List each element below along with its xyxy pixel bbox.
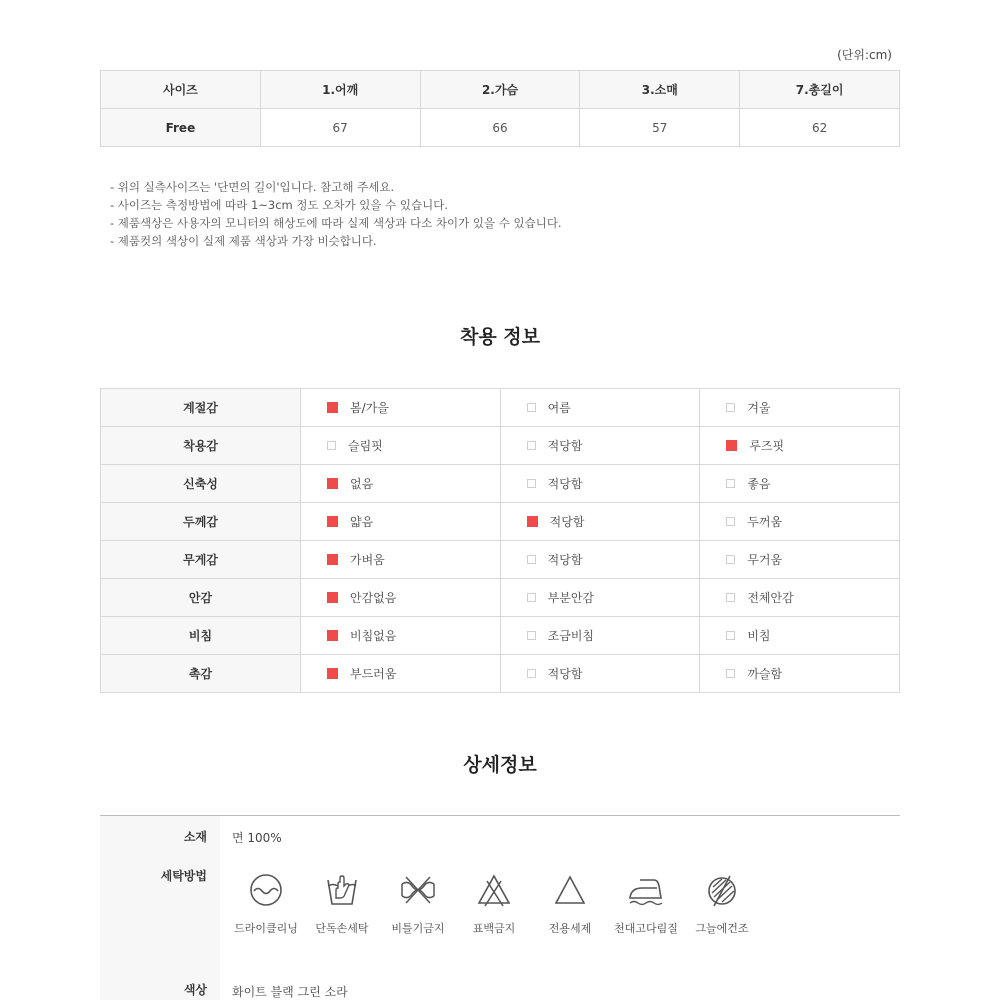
fit-option [700, 399, 899, 416]
fit-option [501, 551, 700, 568]
fit-option-label: 슬림핏 [348, 439, 383, 453]
fit-option-cell [301, 617, 501, 655]
size-notes [110, 178, 562, 250]
fit-info-table [100, 388, 900, 693]
fit-option-label: 적당함 [547, 553, 583, 567]
fit-row-label: 무게감 [101, 541, 301, 579]
unchecked-box-icon [726, 479, 735, 488]
fit-option-cell [500, 427, 700, 465]
detail-info-title: 상세정보 [463, 754, 537, 776]
fit-option-label: 비침없음 [350, 629, 397, 643]
fit-option-label: 적당함 [547, 477, 583, 491]
fit-option-label: 없음 [350, 477, 374, 491]
fit-row-label: 계절감 [101, 389, 301, 427]
special-detergent-icon [552, 872, 588, 908]
iron-icon [626, 872, 666, 908]
fit-row-label: 신축성 [101, 465, 301, 503]
size-cell: 67 [260, 109, 420, 147]
unchecked-box-icon [527, 631, 536, 640]
fit-option-label: 얇음 [350, 515, 374, 529]
fit-option-cell [700, 617, 900, 655]
table-row [101, 465, 900, 503]
fit-option [501, 665, 700, 682]
fit-option [301, 551, 500, 568]
unchecked-box-icon [726, 631, 735, 640]
wash-item-label: 그늘에건조 [695, 922, 749, 935]
fit-option-cell [700, 541, 900, 579]
fit-option-cell [301, 541, 501, 579]
fit-option [700, 475, 899, 492]
fit-option-cell [700, 465, 900, 503]
table-row [101, 541, 900, 579]
detail-divider [100, 815, 900, 816]
table-row [101, 389, 900, 427]
fit-option-cell [500, 579, 700, 617]
hand-wash-icon [324, 872, 360, 908]
fit-option-cell [700, 389, 900, 427]
note-item: - 제품색상은 사용자의 모니터의 해상도에 따라 실제 색상과 다소 차이가 있을 수 있습니다. [110, 216, 562, 230]
checked-box-icon [327, 554, 338, 565]
fit-option-cell [301, 389, 501, 427]
fit-info-title: 착용 정보 [459, 326, 541, 348]
wash-item-label: 천대고다림질 [614, 922, 678, 935]
size-row-label: Free [101, 109, 261, 147]
fit-option-label: 부분안감 [547, 591, 595, 605]
unchecked-box-icon [726, 517, 735, 526]
fit-option-label: 안감없음 [350, 591, 397, 605]
size-cell: 66 [420, 109, 580, 147]
size-table [100, 70, 900, 147]
unchecked-box-icon [726, 555, 735, 564]
fit-option-label: 적당함 [547, 667, 583, 681]
checked-box-icon [327, 630, 338, 641]
fit-option-cell [500, 503, 700, 541]
unchecked-box-icon [327, 441, 336, 450]
size-header-cell: 3.소매 [580, 71, 740, 109]
fit-option [301, 589, 500, 606]
size-header-cell: 2.가슴 [420, 71, 580, 109]
fit-option-cell [301, 427, 501, 465]
size-cell: 57 [580, 109, 740, 147]
fit-option [700, 513, 899, 530]
fit-option-label: 조금비침 [547, 629, 595, 643]
fit-option [700, 665, 899, 682]
fit-option [301, 399, 500, 416]
fit-option-cell [301, 579, 501, 617]
fit-option [501, 399, 700, 416]
table-row [101, 503, 900, 541]
material-value: 면 100% [232, 831, 282, 845]
fit-row-label: 착용감 [101, 427, 301, 465]
checked-box-icon [327, 478, 338, 489]
wash-item [611, 872, 681, 936]
fit-option [501, 437, 700, 454]
checked-box-icon [327, 592, 338, 603]
unchecked-box-icon [527, 403, 536, 412]
color-value: 화이트 블랙 그린 소라 [232, 985, 348, 999]
unchecked-box-icon [527, 669, 536, 678]
wash-item [535, 872, 605, 936]
fit-row-label: 두께감 [101, 503, 301, 541]
fit-option [301, 475, 500, 492]
fit-option-label: 부드러움 [350, 667, 397, 681]
fit-option [700, 437, 899, 454]
fit-row-label: 촉감 [101, 655, 301, 693]
fit-option-cell [301, 655, 501, 693]
fit-option-cell [700, 427, 900, 465]
fit-option [501, 589, 700, 606]
fit-option [301, 627, 500, 644]
fit-row-label: 안감 [101, 579, 301, 617]
fit-option [501, 627, 700, 644]
table-row [101, 617, 900, 655]
fit-option-label: 전체안감 [747, 591, 794, 605]
fit-option-cell [301, 465, 501, 503]
table-row [101, 655, 900, 693]
fit-option-label: 적당함 [549, 515, 585, 529]
no-wring-icon [398, 872, 438, 908]
unchecked-box-icon [527, 593, 536, 602]
fit-option [301, 513, 500, 530]
wash-label: 세탁방법 [160, 869, 207, 883]
fit-option-cell [700, 579, 900, 617]
fit-option-cell [700, 655, 900, 693]
dry-cleaning-icon [248, 872, 284, 908]
fit-option-label: 좋음 [747, 477, 771, 491]
size-table-header [101, 71, 900, 109]
wash-item [687, 872, 757, 936]
checked-box-icon [327, 402, 338, 413]
table-row [101, 427, 900, 465]
size-header-cell: 7.총길이 [740, 71, 900, 109]
material-label: 소재 [183, 830, 207, 844]
fit-option-label: 겨울 [747, 401, 771, 415]
wash-item-label: 단독손세탁 [315, 922, 369, 935]
unchecked-box-icon [726, 403, 735, 412]
fit-option-label: 무거움 [747, 553, 783, 567]
wash-item-label: 비틀기금지 [391, 922, 445, 935]
fit-option-cell [700, 503, 900, 541]
unchecked-box-icon [726, 669, 735, 678]
checked-box-icon [726, 440, 737, 451]
fit-option [501, 513, 700, 530]
fit-option-cell [500, 465, 700, 503]
wash-item-label: 드라이클리닝 [234, 922, 298, 935]
unchecked-box-icon [527, 555, 536, 564]
wash-item-label: 표백금지 [472, 922, 516, 935]
fit-option-cell [301, 503, 501, 541]
fit-option-label: 까슬함 [747, 667, 783, 681]
fit-option-label: 여름 [547, 401, 571, 415]
unchecked-box-icon [726, 593, 735, 602]
note-item: - 사이즈는 측정방법에 따라 1~3cm 정도 오차가 있을 수 있습니다. [110, 198, 449, 212]
fit-option-label: 비침 [747, 629, 771, 643]
fit-option [700, 551, 899, 568]
wash-item [231, 872, 301, 936]
fit-option-label: 봄/가을 [350, 401, 389, 415]
fit-option-label: 가벼움 [350, 553, 385, 567]
fit-option-cell [500, 617, 700, 655]
size-cell: 62 [740, 109, 900, 147]
fit-option [700, 589, 899, 606]
fit-option-label: 적당함 [547, 439, 583, 453]
size-header-cell: 1.어깨 [260, 71, 420, 109]
table-row [101, 579, 900, 617]
no-bleach-icon [476, 872, 512, 908]
fit-option [301, 437, 500, 454]
size-header-cell: 사이즈 [101, 71, 261, 109]
unchecked-box-icon [527, 479, 536, 488]
fit-option-cell [500, 389, 700, 427]
note-item: - 위의 실측사이즈는 '단면의 길이'입니다. 참고해 주세요. [110, 180, 395, 194]
unit-note: (단위:cm) [837, 48, 892, 62]
checked-box-icon [527, 516, 538, 527]
fit-option [501, 475, 700, 492]
color-label: 색상 [183, 983, 207, 997]
fit-option-label: 루즈핏 [749, 439, 785, 453]
fit-option [700, 627, 899, 644]
checked-box-icon [327, 668, 338, 679]
wash-item-label: 전용세제 [548, 922, 592, 935]
wash-item [307, 872, 377, 936]
note-item: - 제품컷의 색상이 실제 제품 색상과 가장 비슷합니다. [110, 234, 377, 248]
fit-row-label: 비침 [101, 617, 301, 655]
checked-box-icon [327, 516, 338, 527]
fit-option [301, 665, 500, 682]
wash-item [383, 872, 453, 936]
fit-option-cell [500, 541, 700, 579]
fit-option-cell [500, 655, 700, 693]
shade-dry-icon [704, 872, 740, 908]
fit-option-label: 두꺼움 [747, 515, 783, 529]
wash-item [459, 872, 529, 936]
table-row [101, 109, 900, 147]
unchecked-box-icon [527, 441, 536, 450]
